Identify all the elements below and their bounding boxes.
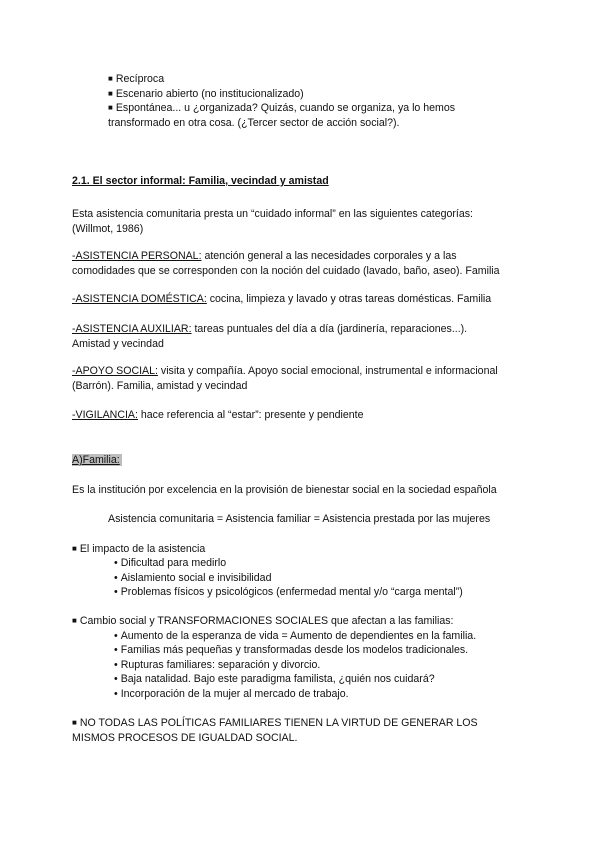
equation-line: Asistencia comunitaria = Asistencia familiar = Asistencia prestada por las mujeres: [108, 513, 491, 525]
cambio-item: [114, 687, 534, 702]
square-bullet-icon: ■: [108, 103, 113, 112]
category-personal: [72, 249, 532, 264]
cambio-title: [72, 614, 542, 630]
category-apoyo-cont: (Barrón). Familia, amistad y vecindad: [72, 379, 248, 392]
dot-bullet-icon: •: [114, 571, 118, 584]
category-text: tareas puntuales del día a día (jardinería, reparaciones...).: [191, 323, 468, 335]
square-bullet-icon: ■: [72, 718, 77, 727]
dot-bullet-icon: •: [114, 586, 118, 598]
dot-bullet-icon: •: [114, 644, 118, 656]
final-statement: [72, 716, 542, 732]
cambio-item-text: Incorporación de la mujer al mercado de trabajo.: [120, 687, 349, 700]
category-text: cocina, limpieza y lavado y otras tareas domésticas. Familia: [206, 293, 492, 305]
bullet-item: [108, 101, 538, 117]
cambio-item: [114, 629, 534, 644]
dot-bullet-icon: •: [114, 658, 118, 671]
impacto-item-text: Problemas físicos y psicológicos (enfermedad mental y/o “carga mental”): [120, 586, 463, 598]
category-vigilancia: [72, 408, 532, 423]
section-title: 2.1. El sector informal: Familia, vecindad y amistad: [72, 175, 329, 187]
category-personal-cont: comodidades que se corresponden con la noción del cuidado (lavado, baño, aseo). Familia: [72, 264, 500, 277]
square-bullet-icon: ■: [108, 88, 113, 98]
square-bullet-icon: ■: [108, 74, 113, 83]
cambio-item-text: Familias más pequeñas y transformadas desde los modelos tradicionales.: [120, 644, 469, 656]
cambio-title-text: Cambio social y TRANSFORMACIONES SOCIALES que afectan a las familias:: [79, 615, 454, 627]
impacto-title-text: El impacto de la asistencia: [79, 543, 206, 555]
category-label: -ASISTENCIA PERSONAL:: [72, 250, 202, 262]
bullet-text: Espontánea... u ¿organizada? Quizás, cuando se organiza, ya lo hemos: [115, 102, 456, 114]
dot-bullet-icon: •: [114, 557, 118, 569]
impacto-item: [114, 556, 534, 571]
intro-line: Esta asistencia comunitaria presta un “cuidado informal” en las siguientes categorías:: [72, 208, 474, 220]
bullet-item: [108, 72, 538, 88]
impacto-item: [114, 585, 534, 600]
category-apoyo: [72, 364, 542, 379]
impacto-item: [114, 571, 534, 586]
category-domestica: [72, 292, 532, 307]
category-auxiliar-cont: Amistad y vecindad: [72, 337, 164, 350]
dot-bullet-icon: •: [114, 673, 118, 685]
dot-bullet-icon: •: [114, 629, 118, 642]
familia-intro: Es la institución por excelencia en la provisión de bienestar social en la sociedad española: [72, 484, 497, 496]
bullet-continuation: transformado en otra cosa. (¿Tercer sector de acción social?).: [108, 116, 400, 129]
cambio-item-text: Baja natalidad. Bajo este paradigma familista, ¿quién nos cuidará?: [120, 673, 435, 685]
cambio-item: [114, 643, 534, 658]
square-bullet-icon: ■: [72, 544, 77, 553]
category-text: visita y compañía. Apoyo social emocional, instrumental e informacional: [157, 365, 498, 377]
cambio-item-text: Aumento de la esperanza de vida = Aumento de dependientes en la familia.: [120, 629, 477, 642]
dot-bullet-icon: •: [114, 687, 118, 700]
bullet-text: Recíproca: [115, 73, 165, 85]
impacto-item-text: Aislamiento social e invisibilidad: [120, 571, 272, 584]
impacto-item-text: Dificultad para medirlo: [120, 557, 227, 569]
cambio-item: [114, 672, 534, 687]
category-auxiliar: [72, 322, 532, 337]
intro-citation: (Willmot, 1986): [72, 222, 144, 235]
category-label: -VIGILANCIA:: [72, 409, 138, 421]
category-label: -ASISTENCIA DOMÉSTICA:: [72, 293, 207, 305]
final-statement-cont: MISMOS PROCESOS DE IGUALDAD SOCIAL.: [72, 731, 298, 744]
bullet-item: [108, 87, 538, 103]
cambio-item-text: Rupturas familiares: separación y divorcio.: [120, 658, 321, 671]
square-bullet-icon: ■: [72, 616, 77, 625]
category-label: -APOYO SOCIAL:: [72, 365, 158, 377]
category-label: -ASISTENCIA AUXILIAR:: [72, 323, 192, 335]
familia-heading: A)Familia:: [72, 454, 120, 466]
category-text: atención general a las necesidades corporales y a las: [201, 250, 457, 262]
cambio-item: [114, 658, 534, 673]
category-text: hace referencia al “estar”: presente y pendiente: [137, 409, 364, 421]
familia-heading-row: [72, 453, 532, 468]
bullet-text: Escenario abierto (no institucionalizado): [115, 87, 304, 100]
final-statement-text: NO TODAS LAS POLÍTICAS FAMILIARES TIENEN LA VIRTUD DE GENERAR LOS: [79, 717, 478, 729]
